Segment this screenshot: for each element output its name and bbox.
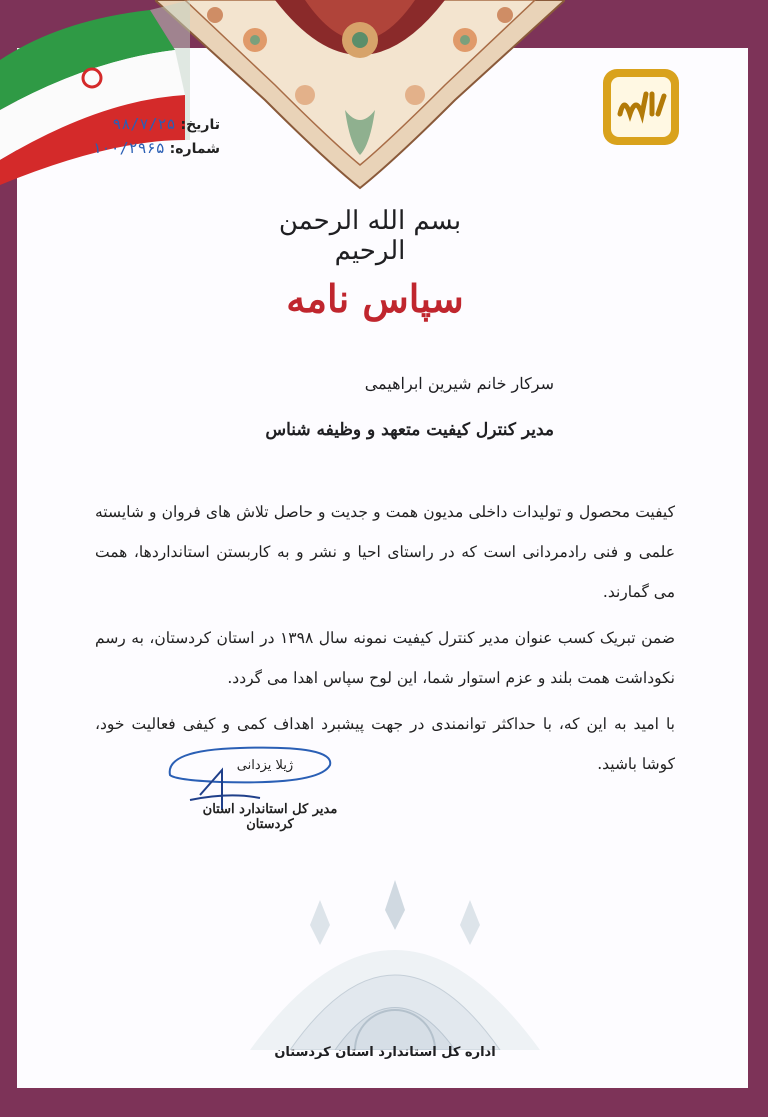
signer-title: مدیر کل استاندارد استان کردستان [202, 802, 338, 832]
recipient-block [254, 368, 554, 460]
date-row [100, 112, 220, 136]
number-row [92, 136, 220, 160]
certificate-title: سپاس نامه [286, 276, 464, 321]
body-paragraph: ضمن تبریک کسب عنوان مدیر کنترل کیفیت نمونه سال ۱۳۹۸ در استان کردستان، به رسم نکوداشت همت بلند و عزم استوار شما، این لوح سپاس اهدا می گردد. [95, 629, 675, 687]
number-value: ۱۰۰/۲۹۶۵ [92, 139, 165, 157]
recipient-position: مدیر کنترل کیفیت متعهد و وظیفه شناس [265, 420, 554, 440]
date-value: ۹۸/۷/۲۵ [112, 115, 176, 133]
basmala: بسم الله الرحمن الرحیم [278, 206, 462, 266]
date-label: تاریخ: [180, 117, 220, 133]
geometric-ornament-icon [230, 870, 560, 1050]
recipient-name: سرکار خانم شیرین ابراهیمی [364, 374, 554, 393]
floral-ornament-icon [155, 0, 565, 190]
body-paragraph: کیفیت محصول و تولیدات داخلی مدیون همت و جدیت و حاصل تلاش های فروان و شایسته علمی و فنی رادمردانی است که در راستای احیا و نشر و به کاربستن استانداردها، همت می گمارند. [95, 503, 675, 601]
number-label: شماره: [169, 141, 220, 157]
signer-name: ژیلا یزدانی [236, 758, 294, 773]
document-meta [92, 112, 220, 160]
body-paragraph: با امید به این که، با حداکثر توانمندی در جهت پیشبرد اهداف کمی و کیفی فعالیت خود، کوشا باشید. [95, 715, 675, 773]
standard-logo-icon [600, 66, 682, 148]
footer-organization: اداره کل استاندارد استان کردستان [274, 1045, 496, 1060]
